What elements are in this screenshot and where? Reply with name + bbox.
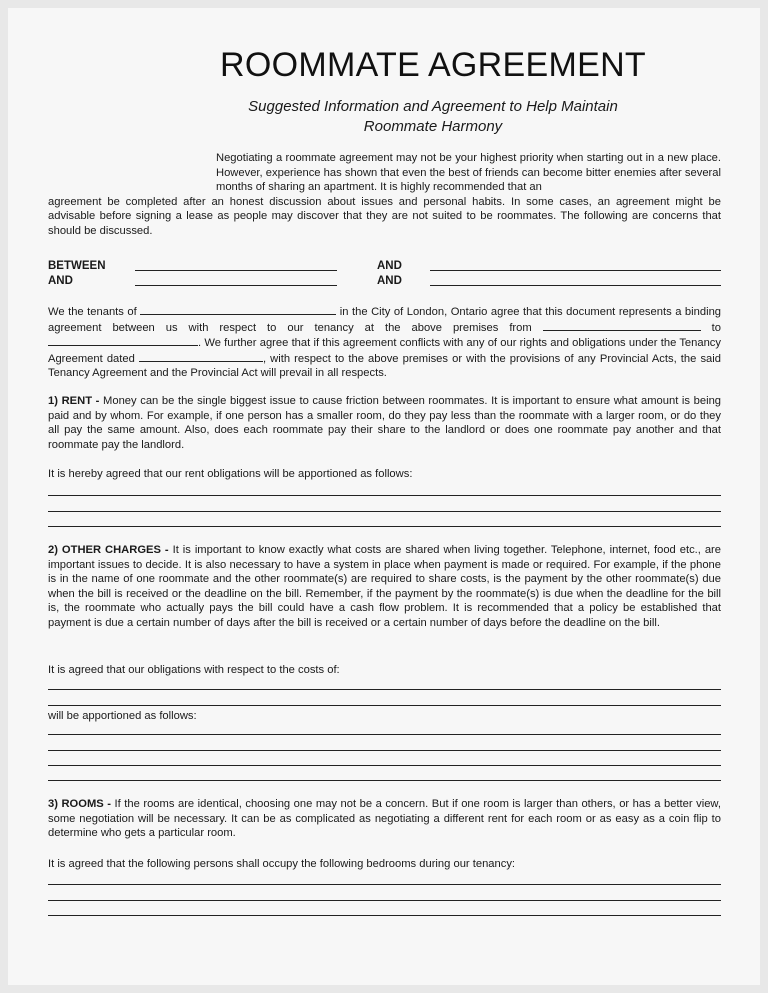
apportion-line-4[interactable] bbox=[48, 766, 721, 781]
document-page bbox=[8, 8, 760, 985]
tenants-text-5: , with respect to the above premises or with the provisions of any Provincial Acts, the said Tenancy Agreement and the Provincial Act will prevail in all respects. bbox=[48, 352, 721, 380]
apportion-line-3[interactable] bbox=[48, 751, 721, 766]
rooms-line-2[interactable] bbox=[48, 885, 721, 900]
page-subtitle bbox=[208, 97, 658, 137]
page-title: ROOMMATE AGREEMENT bbox=[219, 46, 647, 84]
charges-agreed-text: It is agreed that our obligations with respect to the costs of: bbox=[48, 664, 340, 676]
end-date-blank[interactable] bbox=[48, 335, 198, 346]
agreement-date-blank[interactable] bbox=[139, 351, 263, 362]
rent-heading: 1) RENT - bbox=[48, 395, 100, 407]
apportion-line-1[interactable] bbox=[48, 720, 721, 735]
rooms-line-1[interactable] bbox=[48, 870, 721, 885]
apportion-line-2[interactable] bbox=[48, 735, 721, 750]
party-3-blank[interactable] bbox=[135, 285, 337, 286]
rooms-body: If the rooms are identical, choosing one may not be a concern. But if one room is larger than others, or has a better view, some negotiation will be necessary. It can be as complicated as negotiating a different rent for each room or as easy as a coin flip to determine who gets a particular room. bbox=[48, 798, 721, 840]
and-label-2: AND bbox=[48, 275, 73, 287]
and-label-3: AND bbox=[377, 275, 402, 287]
rent-body: Money can be the single biggest issue to cause friction between roommates. It is important to ensure what amount is being paid and by whom. For example, if one person has a smaller room, do they pay less than the roommate with a larger room, or do they all pay the same amount. Also, does each roommate pay their share to the landlord or does one roommate pay another and that roommate pay the landlord. bbox=[48, 395, 722, 451]
start-date-blank[interactable] bbox=[543, 320, 701, 331]
and-label-1: AND bbox=[377, 260, 402, 272]
tenants-text-1: We the tenants of bbox=[48, 306, 137, 318]
parties-row-2 bbox=[48, 274, 721, 289]
rooms-section bbox=[48, 797, 721, 841]
charges-cost-lines bbox=[48, 675, 721, 706]
costs-line-1[interactable] bbox=[48, 675, 721, 690]
rent-line-1[interactable] bbox=[48, 481, 721, 496]
parties-block bbox=[48, 259, 721, 289]
rent-line-2[interactable] bbox=[48, 496, 721, 511]
rent-line-3[interactable] bbox=[48, 512, 721, 527]
rooms-heading: 3) ROOMS - bbox=[48, 798, 111, 810]
tenants-paragraph bbox=[48, 304, 721, 381]
party-2-blank[interactable] bbox=[430, 270, 721, 271]
costs-line-2[interactable] bbox=[48, 690, 721, 705]
subtitle-line-2: Roommate Harmony bbox=[363, 118, 503, 135]
rooms-line-3[interactable] bbox=[48, 901, 721, 916]
rooms-agreed-text: It is agreed that the following persons shall occupy the following bedrooms during our tenancy: bbox=[48, 858, 516, 870]
rent-section bbox=[48, 394, 721, 452]
rent-agreed-text: It is hereby agreed that our rent obligations will be apportioned as follows: bbox=[48, 468, 413, 480]
parties-row-1 bbox=[48, 259, 721, 274]
charges-body: It is important to know exactly what costs are shared when living together. Telephone, internet, food etc., are important issues to decide. It is also necessary to have a system in place when payment is made or required. For example, if the phone is in the name of one roommate and the other roommate(s) are required to share costs, is the payment by the other roommate(s) due when the bill is received or the deadline on the bill. Remember, if the payment by the roommate(s) is due when the deadline for the bill is, the roommate who actually pays the bill could have a cash flow problem. It is recommended that a policy be established that payment is due a certain number of days after the bill is received or a certain number of days before the deadline on the bill. bbox=[48, 544, 721, 629]
intro-paragraph bbox=[48, 151, 721, 239]
tenants-text-4: . We further agree that if this agreement conflicts with any of our rights and obligations under the Tenancy Agreement dated bbox=[48, 337, 721, 365]
rooms-fill-lines bbox=[48, 870, 721, 916]
tenants-text-2: in the City of London, Ontario agree that this document represents a binding agreement between us with respect to our tenancy at the above premises from bbox=[48, 306, 722, 334]
intro-rest-text: agreement be completed after an honest discussion about issues and personal habits. In some cases, an agreement might be advisable before signing a lease as people may discover that they are not suited to be roommates. The following are concerns that should be discussed. bbox=[48, 195, 721, 237]
charges-apportioned-text: will be apportioned as follows: bbox=[48, 710, 197, 722]
charges-heading: 2) OTHER CHARGES - bbox=[48, 544, 169, 556]
party-4-blank[interactable] bbox=[430, 285, 721, 286]
charges-section bbox=[48, 543, 721, 631]
rent-fill-lines bbox=[48, 481, 721, 527]
tenants-text-3: to bbox=[711, 321, 722, 334]
between-label: BETWEEN bbox=[48, 260, 106, 272]
charges-apportion-lines bbox=[48, 720, 721, 781]
party-1-blank[interactable] bbox=[135, 270, 337, 271]
premises-blank[interactable] bbox=[140, 304, 336, 315]
subtitle-line-1: Suggested Information and Agreement to Help Maintain bbox=[248, 98, 618, 115]
intro-indented-text: Negotiating a roommate agreement may not be your highest priority when starting out in a new place. However, experience has shown that even the best of friends can become bitter enemies after several months of sharing an apartment. It is highly recommended that an bbox=[216, 152, 721, 194]
